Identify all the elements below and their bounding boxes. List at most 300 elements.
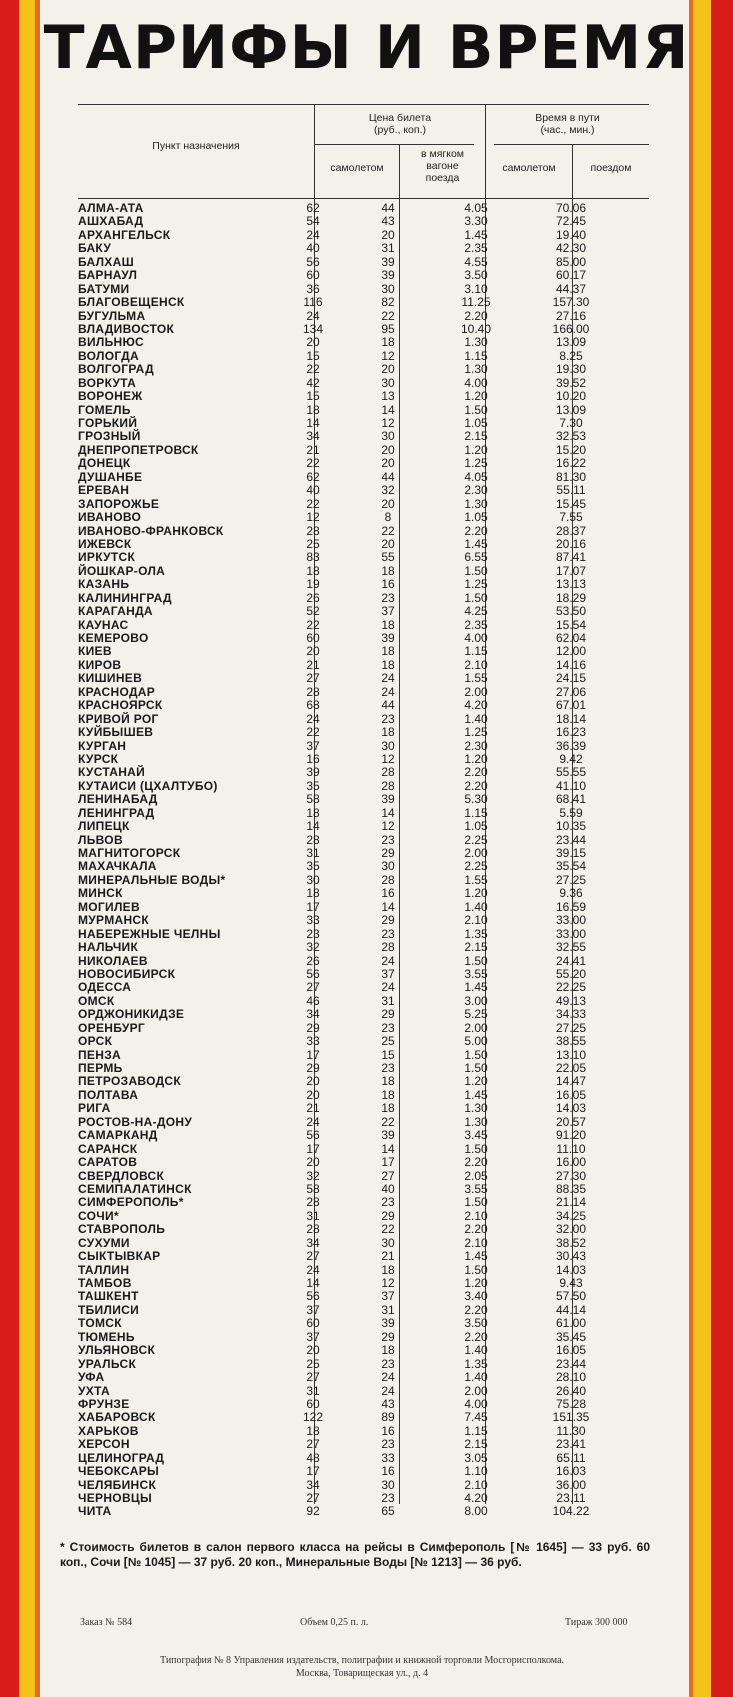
cell-destination: ГОРЬКИЙ: [78, 416, 138, 430]
cell-destination: МОГИЛЕВ: [78, 899, 140, 914]
cell-train-price: 23: [381, 1195, 395, 1210]
cell-train-price: 32: [381, 483, 395, 498]
table-body: [42, 202, 649, 1519]
cell-plane-price: 62: [306, 469, 320, 484]
cell-train-price: 18: [381, 657, 395, 672]
cell-plane-price: 24: [306, 1114, 320, 1129]
table-row: [42, 1505, 649, 1518]
cell-train-price: 16: [381, 886, 395, 901]
table-row: [42, 215, 649, 228]
table-row: [42, 1465, 649, 1478]
cell-destination: НИКОЛАЕВ: [78, 953, 148, 968]
cell-destination: ПЕРМЬ: [78, 1061, 123, 1075]
cell-train-price: 8: [384, 510, 392, 525]
cell-destination: БЛАГОВЕЩЕНСК: [78, 295, 185, 310]
cell-destination: КРАСНОЯРСК: [78, 698, 163, 713]
cell-destination: САРАНСК: [78, 1141, 138, 1156]
cell-train-time: 11.30: [556, 1423, 586, 1438]
table-row: [42, 1062, 649, 1075]
cell-train-price: 23: [381, 1020, 395, 1035]
cell-train-price: 39: [381, 268, 395, 283]
cell-train-price: 20: [381, 227, 395, 242]
table-row: [42, 202, 649, 215]
cell-train-time: 12.00: [555, 644, 587, 659]
cell-train-price: 43: [381, 214, 395, 229]
cell-destination: КРИВОЙ РОГ: [78, 711, 159, 726]
cell-plane-price: 21: [306, 1101, 320, 1116]
cell-train-price: 23: [381, 590, 395, 605]
cell-train-price: 30: [381, 1477, 395, 1492]
cell-destination: СИМФЕРОПОЛЬ*: [78, 1195, 184, 1210]
cell-train-time: 16.23: [555, 725, 587, 740]
cell-train-time: 11.10: [556, 1141, 586, 1156]
cell-destination: КАУНАС: [78, 617, 129, 632]
cell-plane-price: 19: [306, 577, 320, 592]
cell-train-time: 34.33: [555, 1007, 587, 1022]
cell-train-time: 41.10: [555, 778, 587, 793]
cell-plane-time: 2.15: [464, 1437, 488, 1452]
cell-train-price: 95: [381, 321, 395, 336]
cell-train-price: 30: [381, 1235, 395, 1250]
cell-train-price: 31: [381, 241, 395, 256]
cell-train-price: 39: [381, 254, 395, 269]
right-yellow-band: [693, 0, 711, 1697]
cell-train-price: 31: [381, 1302, 395, 1317]
cell-plane-time: 1.50: [464, 1047, 488, 1062]
cell-plane-time: 1.25: [464, 577, 488, 592]
cell-plane-price: 17: [306, 1047, 320, 1062]
cell-train-time: 55.20: [555, 966, 587, 981]
cell-train-price: 39: [381, 631, 395, 645]
cell-train-price: 40: [381, 1181, 395, 1196]
cell-plane-time: 1.45: [464, 980, 488, 995]
cell-train-price: 23: [381, 1437, 395, 1452]
cell-train-time: 18.29: [555, 590, 587, 605]
cell-plane-price: 22: [306, 362, 320, 377]
cell-plane-time: 2.35: [464, 617, 488, 632]
cell-plane-time: 4.00: [464, 1396, 488, 1411]
cell-destination: КУТАИСИ (ЦХАЛТУБО): [78, 778, 218, 793]
cell-train-price: 29: [381, 1208, 395, 1223]
cell-plane-price: 37: [306, 1302, 320, 1317]
cell-plane-time: 11.25: [461, 295, 491, 310]
cell-train-time: 26.40: [555, 1383, 587, 1398]
cell-plane-time: 2.15: [464, 940, 488, 955]
cell-plane-price: 22: [306, 496, 320, 511]
table-row: [42, 1008, 649, 1021]
cell-train-time: 157.30: [552, 295, 590, 310]
cell-train-price: 89: [381, 1410, 395, 1425]
circulation: Тираж 300 000: [565, 1617, 628, 1628]
cell-destination: БАЛХАШ: [78, 254, 134, 269]
cell-train-price: 18: [381, 1074, 395, 1089]
cell-train-price: 23: [381, 711, 395, 726]
cell-plane-price: 20: [306, 1087, 320, 1102]
cell-plane-time: 1.50: [464, 953, 488, 968]
table-row: [42, 1277, 649, 1290]
cell-train-time: 5.59: [559, 805, 583, 820]
cell-plane-time: 1.50: [464, 1141, 488, 1156]
cell-train-time: 75.28: [555, 1396, 587, 1411]
cell-destination: МУРМАНСК: [78, 913, 150, 928]
cell-plane-time: 2.20: [464, 1302, 488, 1317]
cell-train-time: 24.15: [555, 671, 587, 686]
cell-plane-time: 3.00: [464, 993, 488, 1008]
cell-train-price: 16: [381, 577, 395, 592]
cell-train-time: 19.40: [555, 227, 587, 242]
cell-train-price: 13: [381, 389, 395, 404]
cell-plane-time: 2.10: [464, 1208, 488, 1223]
cell-plane-price: 24: [306, 308, 320, 323]
table-row: [42, 242, 649, 255]
table-row: [42, 1143, 649, 1156]
cell-plane-time: 1.45: [464, 1249, 488, 1264]
cell-train-time: 61.00: [555, 1316, 587, 1331]
cell-plane-time: 10.40: [460, 321, 492, 336]
cell-plane-price: 35: [306, 778, 320, 793]
cell-train-time: 23.44: [555, 832, 587, 847]
cell-plane-time: 2.10: [464, 657, 488, 672]
table-row: [42, 1210, 649, 1223]
cell-destination: ЛЕНИНГРАД: [78, 805, 155, 820]
cell-train-price: 30: [381, 429, 395, 444]
cell-train-price: 25: [381, 1034, 395, 1049]
cell-train-price: 15: [381, 1047, 395, 1062]
cell-plane-time: 1.30: [464, 1101, 488, 1116]
cell-train-price: 37: [381, 1289, 395, 1304]
cell-plane-time: 3.10: [464, 281, 488, 296]
cell-train-price: 20: [381, 536, 395, 551]
cell-destination: ЧЕБОКСАРЫ: [78, 1464, 160, 1479]
cell-train-time: 7.30: [559, 416, 583, 430]
table-row: [42, 1371, 649, 1384]
table-row: [42, 592, 649, 605]
cell-plane-price: 60: [306, 1396, 320, 1411]
table-row: [42, 1129, 649, 1142]
cell-destination: УРАЛЬСК: [78, 1356, 137, 1371]
cell-train-time: 16.03: [555, 1464, 587, 1479]
cell-train-time: 10.35: [555, 819, 587, 834]
table-row: [42, 1116, 649, 1129]
cell-plane-price: 92: [306, 1504, 320, 1519]
cell-destination: КУЙБЫШЕВ: [78, 725, 154, 740]
cell-plane-price: 27: [306, 1370, 320, 1385]
cell-plane-time: 2.10: [464, 1477, 488, 1492]
cell-train-time: 35.54: [555, 859, 587, 874]
cell-train-time: 91.20: [555, 1128, 587, 1143]
cell-train-time: 67.01: [555, 698, 587, 713]
cell-plane-price: 20: [306, 335, 320, 350]
cell-plane-time: 1.40: [464, 899, 488, 914]
cell-plane-time: 1.30: [464, 496, 488, 511]
cell-train-price: 37: [381, 604, 395, 619]
cell-plane-time: 4.55: [464, 254, 488, 269]
printer-line-2: Москва, Товарищеская ул., д. 4: [295, 1668, 429, 1679]
cell-train-price: 31: [381, 993, 395, 1008]
cell-plane-price: 68: [306, 698, 320, 713]
cell-plane-price: 27: [306, 1491, 320, 1505]
cell-destination: ЕРЕВАН: [78, 483, 130, 498]
cell-plane-price: 16: [306, 751, 320, 766]
table-row: [42, 471, 649, 484]
table-row: [42, 914, 649, 927]
table-row: [42, 1438, 649, 1451]
cell-destination: РОСТОВ-НА-ДОНУ: [78, 1114, 193, 1129]
cell-train-price: 18: [381, 335, 395, 350]
cell-plane-time: 1.40: [464, 711, 488, 726]
cell-destination: ПЕТРОЗАВОДСК: [78, 1074, 182, 1089]
cell-train-price: 12: [381, 348, 395, 363]
cell-plane-price: 34: [306, 1477, 320, 1492]
cell-destination: УФА: [78, 1370, 105, 1385]
table-row: [42, 887, 649, 900]
table-row: [42, 995, 649, 1008]
cell-train-time: 30.43: [555, 1249, 587, 1264]
cell-train-price: 44: [381, 201, 395, 215]
table-row: [42, 619, 649, 632]
cell-plane-price: 56: [306, 1289, 320, 1304]
cell-destination: МИНСК: [78, 886, 123, 901]
cell-destination: ФРУНЗЕ: [78, 1396, 130, 1411]
cell-plane-time: 2.10: [464, 1235, 488, 1250]
cell-plane-price: 83: [306, 550, 320, 565]
cell-train-time: 13.13: [555, 577, 587, 592]
cell-train-price: 23: [381, 1491, 395, 1505]
cell-destination: АШХАБАД: [78, 214, 144, 229]
cell-destination: БУГУЛЬМА: [78, 308, 146, 323]
cell-train-price: 23: [381, 1356, 395, 1371]
cell-train-time: 166.00: [552, 321, 590, 336]
cell-destination: СТАВРОПОЛЬ: [78, 1222, 166, 1237]
table-row: [42, 578, 649, 591]
cell-destination: ТАШКЕНТ: [78, 1289, 139, 1304]
cell-destination: ЛЕНИНАБАД: [78, 792, 158, 807]
cell-destination: ВОЛГОГРАД: [78, 362, 154, 377]
cell-plane-time: 1.20: [464, 886, 488, 901]
cell-train-time: 16.05: [555, 1343, 587, 1358]
cell-train-price: 24: [381, 980, 395, 995]
cell-plane-time: 4.05: [464, 201, 488, 215]
cell-plane-price: 29: [306, 1020, 320, 1035]
cell-train-price: 14: [381, 1141, 395, 1156]
cell-destination: НАЛЬЧИК: [78, 940, 139, 955]
table-row: [42, 323, 649, 336]
cell-train-time: 20.16: [555, 536, 587, 551]
cell-destination: МАГНИТОГОРСК: [78, 846, 181, 860]
cell-train-price: 14: [381, 402, 395, 417]
cell-plane-time: 2.10: [464, 913, 488, 928]
cell-plane-price: 17: [306, 1464, 320, 1479]
table-row: [42, 565, 649, 578]
cell-train-price: 20: [381, 362, 395, 377]
header-soft-car: в мягком вагоне поезда: [421, 148, 464, 184]
cell-plane-time: 2.30: [464, 738, 488, 753]
table-row: [42, 874, 649, 887]
cell-plane-time: 1.50: [464, 563, 488, 578]
table-row: [42, 1075, 649, 1088]
cell-train-time: 7.55: [559, 510, 583, 525]
cell-destination: ДУШАНБЕ: [78, 469, 143, 484]
cell-plane-price: 39: [306, 765, 320, 780]
table-row: [42, 955, 649, 968]
cell-destination: СВЕРДЛОВСК: [78, 1168, 165, 1183]
cell-train-price: 20: [381, 496, 395, 511]
cell-plane-price: 134: [302, 321, 324, 336]
table-row: [42, 726, 649, 739]
cell-destination: ВОЛОГДА: [78, 348, 139, 363]
volume: Объем 0,25 п. л.: [300, 1617, 369, 1628]
cell-train-time: 22.05: [555, 1061, 587, 1075]
footnote: * Стоимость билетов в салон первого класса на рейсы в Симферополь [№ 1645] — 33 руб. 60 коп., Сочи [№ 1045] — 37 руб. 20 коп., Минеральные Воды [№ 1213] — 36 руб.: [60, 1540, 650, 1569]
cell-destination: ХАБАРОВСК: [78, 1410, 156, 1425]
cell-destination: ПЕНЗА: [78, 1047, 121, 1062]
table-row: [42, 283, 649, 296]
table-row: [42, 1398, 649, 1411]
cell-plane-price: 14: [306, 1276, 320, 1290]
table-row: [42, 632, 649, 645]
cell-plane-price: 27: [306, 1437, 320, 1452]
cell-destination: САРАТОВ: [78, 1155, 138, 1170]
cell-plane-price: 62: [306, 201, 320, 215]
cell-train-price: 18: [381, 1262, 395, 1277]
cell-plane-time: 1.20: [464, 1276, 488, 1290]
cell-plane-price: 34: [306, 429, 320, 444]
cell-destination: ЧИТА: [78, 1504, 112, 1519]
page-title: ТАРИФЫ И ВРЕМЯ: [43, 13, 690, 83]
price-subrule: [315, 144, 474, 145]
cell-train-time: 24.41: [555, 953, 587, 968]
cell-plane-time: 1.15: [464, 805, 488, 820]
cell-train-price: 28: [381, 940, 395, 955]
table-row: [42, 350, 649, 363]
cell-train-time: 38.55: [555, 1034, 587, 1049]
table-row: [42, 793, 649, 806]
cell-destination: БАРНАУЛ: [78, 268, 138, 283]
table-row: [42, 363, 649, 376]
cell-destination: КРАСНОДАР: [78, 684, 156, 699]
cell-destination: КЕМЕРОВО: [78, 631, 149, 645]
cell-plane-time: 2.20: [464, 523, 488, 538]
cell-plane-time: 2.20: [464, 765, 488, 780]
cell-destination: ИЖЕВСК: [78, 536, 132, 551]
cell-plane-price: 18: [306, 402, 320, 417]
table-row: [42, 1492, 649, 1505]
cell-plane-price: 40: [306, 241, 320, 256]
cell-plane-time: 1.30: [464, 362, 488, 377]
cell-destination: ХЕРСОН: [78, 1437, 130, 1452]
cell-plane-price: 52: [306, 604, 320, 619]
cell-train-time: 17.07: [555, 563, 587, 578]
cell-plane-time: 2.20: [464, 308, 488, 323]
cell-train-price: 29: [381, 1329, 395, 1344]
cell-train-price: 14: [381, 899, 395, 914]
cell-destination: УЛЬЯНОВСК: [78, 1343, 156, 1358]
table-row: [42, 269, 649, 282]
cell-train-price: 24: [381, 1383, 395, 1398]
cell-destination: КИРОВ: [78, 657, 122, 672]
cell-train-time: 85.00: [555, 254, 587, 269]
cell-train-time: 70.06: [555, 201, 587, 215]
table-row: [42, 256, 649, 269]
cell-destination: ВОРКУТА: [78, 375, 137, 390]
cell-destination: ЦЕЛИНОГРАД: [78, 1450, 165, 1465]
cell-plane-price: 29: [306, 1061, 320, 1075]
cell-train-price: 22: [381, 1222, 395, 1237]
table-row: [42, 551, 649, 564]
cell-plane-time: 1.15: [464, 348, 488, 363]
cell-train-price: 22: [381, 523, 395, 538]
cell-train-price: 30: [381, 375, 395, 390]
cell-train-price: 16: [381, 1423, 395, 1438]
cell-destination: ТЮМЕНЬ: [78, 1329, 135, 1344]
cell-plane-price: 20: [306, 644, 320, 659]
cell-plane-time: 1.10: [464, 1464, 488, 1479]
table-row: [42, 457, 649, 470]
cell-destination: СОЧИ*: [78, 1208, 119, 1223]
table-row: [42, 1223, 649, 1236]
cell-train-time: 55.55: [555, 765, 587, 780]
cell-plane-time: 2.30: [464, 483, 488, 498]
cell-plane-time: 2.20: [464, 1329, 488, 1344]
cell-train-time: 15.54: [555, 617, 587, 632]
table-row: [42, 1156, 649, 1169]
cell-plane-time: 1.05: [464, 416, 488, 430]
cell-train-time: 14.03: [555, 1262, 587, 1277]
cell-train-time: 33.00: [555, 913, 587, 928]
cell-plane-time: 1.15: [464, 1423, 488, 1438]
cell-train-price: 18: [381, 563, 395, 578]
table-row: [42, 847, 649, 860]
cell-destination: ЗАПОРОЖЬЕ: [78, 496, 160, 511]
table-row: [42, 525, 649, 538]
cell-plane-time: 1.40: [464, 1343, 488, 1358]
cell-plane-time: 3.50: [464, 1316, 488, 1331]
cell-plane-price: 20: [306, 1343, 320, 1358]
cell-plane-price: 27: [306, 1249, 320, 1264]
cell-train-price: 39: [381, 1316, 395, 1331]
cell-plane-time: 1.55: [464, 671, 488, 686]
cell-destination: БАКУ: [78, 241, 112, 256]
cell-train-time: 36.00: [555, 1477, 587, 1492]
cell-plane-price: 56: [306, 1128, 320, 1143]
cell-plane-time: 1.35: [464, 1356, 488, 1371]
cell-train-time: 87.41: [555, 550, 587, 565]
cell-train-price: 21: [381, 1249, 395, 1264]
table-row: [42, 1290, 649, 1303]
cell-train-price: 18: [381, 1101, 395, 1116]
table-row: [42, 1331, 649, 1344]
cell-destination: НОВОСИБИРСК: [78, 966, 176, 981]
table-row: [42, 1304, 649, 1317]
table-row: [42, 1089, 649, 1102]
cell-plane-price: 14: [306, 416, 320, 430]
cell-plane-price: 27: [306, 980, 320, 995]
cell-train-price: 28: [381, 872, 395, 887]
cell-destination: ДНЕПРОПЕТРОВСК: [78, 442, 199, 457]
cell-plane-price: 28: [306, 832, 320, 847]
header-bottom-rule: [78, 198, 649, 199]
left-red-band: [0, 0, 20, 1697]
cell-destination: ЛЬВОВ: [78, 832, 123, 847]
cell-plane-price: 30: [306, 872, 320, 887]
cell-train-time: 27.16: [555, 308, 587, 323]
cell-train-price: 22: [381, 308, 395, 323]
cell-train-time: 104.22: [552, 1504, 590, 1519]
cell-plane-time: 5.00: [464, 1034, 488, 1049]
cell-plane-time: 1.40: [464, 1370, 488, 1385]
cell-plane-price: 15: [306, 348, 320, 363]
cell-train-time: 57.50: [555, 1289, 587, 1304]
